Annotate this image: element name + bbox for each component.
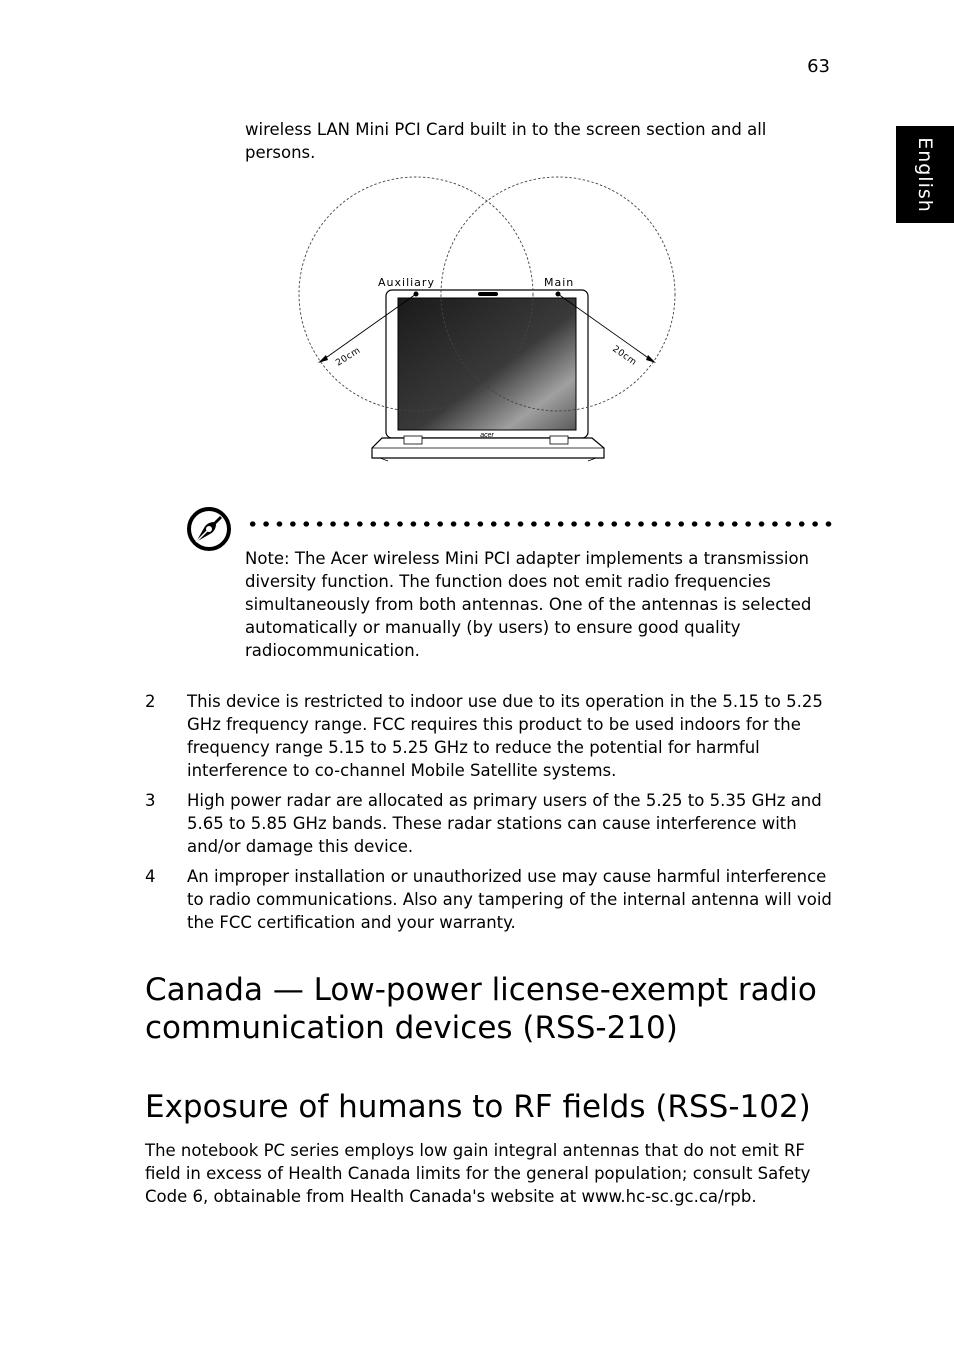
numbered-list [145, 690, 835, 941]
list-item-number: 4 [145, 867, 156, 886]
canada-heading: Canada — Low-power license-exempt radio communication devices (RSS-210) [145, 972, 817, 1046]
left-distance-label: 20cm [334, 345, 363, 369]
right-hinge [550, 436, 568, 444]
antenna-diagram [290, 170, 690, 470]
exposure-heading: Exposure of humans to RF fields (RSS-102) [145, 1089, 811, 1125]
note-paragraph [245, 547, 830, 662]
note-text: The Acer wireless Mini PCI adapter implements a transmission diversity function. The function does not emit radio frequencies simultaneously from both antennas. One of the antennas is selected automatically or manually (by users) to ensure good quality radiocommunication. [245, 549, 812, 660]
page-number: 63 [807, 56, 830, 77]
auxiliary-label: Auxiliary [378, 276, 435, 289]
main-label: Main [544, 276, 575, 289]
list-item-number: 3 [145, 791, 156, 810]
laptop-latch [478, 292, 498, 296]
note-label: Note: [245, 549, 290, 568]
list-item-number: 2 [145, 692, 156, 711]
note-pen-icon [186, 506, 232, 552]
laptop-screen [398, 298, 576, 430]
intro-paragraph: wireless LAN Mini PCI Card built in to the screen section and all persons. [245, 120, 767, 162]
list-item-text: An improper installation or unauthorized use may cause harmful interference to radio communications. Also any tampering of the internal antenna will void the FCC certification and your warranty. [187, 867, 832, 932]
list-item [145, 690, 835, 782]
list-item [145, 865, 835, 934]
acer-logo: acer [480, 432, 494, 439]
left-hinge [404, 436, 422, 444]
list-item [145, 789, 835, 858]
right-distance-label: 20cm [610, 344, 639, 369]
exposure-paragraph: The notebook PC series employs low gain integral antennas that do not emit RF field in excess of Health Canada limits for the general population; consult Safety Code 6, obtainable from Health Canada's website at www.hc-sc.gc.ca/rpb. [145, 1141, 811, 1206]
language-tab [896, 126, 954, 223]
list-item-text: This device is restricted to indoor use due to its operation in the 5.15 to 5.25 GHz frequency range. FCC requires this product to be used indoors for the frequency range 5.15 to 5.25 GHz to reduce the potential for harmful interference to co-channel Mobile Satellite systems. [187, 692, 823, 780]
note-divider [246, 521, 832, 527]
list-item-text: High power radar are allocated as primary users of the 5.25 to 5.35 GHz and 5.65 to 5.85 GHz bands. These radar stations can cause interference with and/or damage this device. [187, 791, 822, 856]
language-tab-label: English [914, 136, 936, 213]
